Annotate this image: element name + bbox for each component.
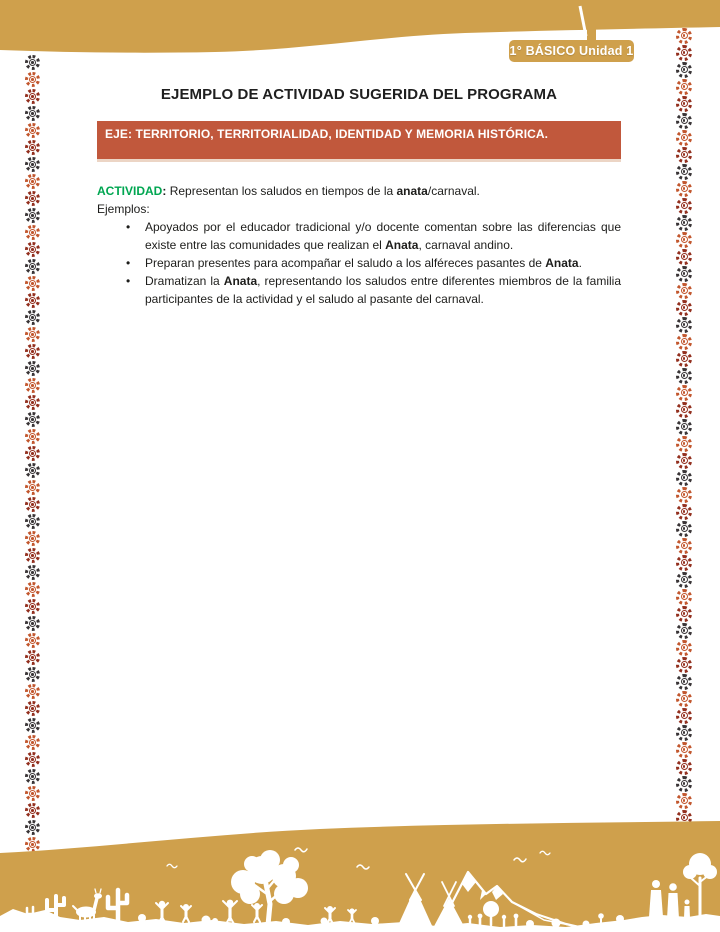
rosette-ornament-icon [676,708,692,724]
rosette-ornament-icon [25,633,40,648]
rosette-ornament-icon [25,701,40,716]
rosette-ornament-icon [25,650,40,665]
rosette-ornament-icon [25,531,40,546]
footer-illustration [0,820,720,932]
rosette-ornament-icon [676,113,692,129]
rosette-ornament-icon [25,106,40,121]
rosette-ornament-icon [676,198,692,214]
list-item [124,254,621,272]
rosette-ornament-icon [676,249,692,265]
rosette-ornament-icon [676,232,692,248]
rosette-ornament-icon [676,674,692,690]
bullet-icon: • [126,256,131,270]
rosette-ornament-icon [25,191,40,206]
activity-separator: : [162,184,170,198]
rosette-ornament-icon [676,351,692,367]
rosette-ornament-icon [676,368,692,384]
rosette-ornament-icon [676,725,692,741]
activity-intro-text: /carnaval. [427,184,480,198]
unit-badge: 1° BÁSICO Unidad 1 [509,40,634,62]
rosette-ornament-icon [676,776,692,792]
rosette-ornament-icon [25,378,40,393]
rosette-ornament-icon [25,412,40,427]
rosette-ornament-icon [25,310,40,325]
rosette-ornament-icon [676,453,692,469]
bullet-text: Preparan presentes para acompañar el saludo a los alféreces pasantes de [145,256,546,270]
rosette-ornament-icon [25,786,40,801]
rosette-ornament-icon [676,504,692,520]
bullet-text: Dramatizan la [145,274,224,288]
rosette-ornament-icon [676,589,692,605]
rosette-ornament-icon [676,759,692,775]
rosette-ornament-icon [676,130,692,146]
rosette-ornament-icon [676,45,692,61]
rosette-ornament-icon [25,565,40,580]
rosette-ornament-icon [25,429,40,444]
rosette-ornament-icon [676,402,692,418]
bullet-text-bold: Anata [385,238,419,252]
rosette-ornament-icon [676,606,692,622]
rosette-ornament-icon [676,623,692,639]
rosette-ornament-icon [25,463,40,478]
content-area [97,86,621,308]
left-ornament-border [25,54,40,853]
rosette-ornament-icon [25,157,40,172]
rosette-ornament-icon [676,317,692,333]
activity-line [97,182,621,200]
rosette-ornament-icon [25,684,40,699]
eje-banner: EJE: TERRITORIO, TERRITORIALIDAD, IDENTIDAD Y MEMORIA HISTÓRICA. [97,121,621,162]
rosette-ornament-icon [676,555,692,571]
rosette-ornament-icon [25,735,40,750]
rosette-ornament-icon [676,147,692,163]
bullet-icon: • [126,274,131,288]
rosette-ornament-icon [25,293,40,308]
rosette-ornament-icon [676,62,692,78]
rosette-ornament-icon [676,300,692,316]
rosette-ornament-icon [676,283,692,299]
rosette-ornament-icon [25,225,40,240]
rosette-ornament-icon [25,361,40,376]
rosette-ornament-icon [25,174,40,189]
rosette-ornament-icon [676,742,692,758]
rosette-ornament-icon [25,480,40,495]
rosette-ornament-icon [25,259,40,274]
rosette-ornament-icon [25,769,40,784]
rosette-ornament-icon [25,242,40,257]
bullet-text: . [578,256,582,270]
rosette-ornament-icon [25,327,40,342]
rosette-ornament-icon [25,208,40,223]
rosette-ornament-icon [676,538,692,554]
list-item [124,218,621,254]
rosette-ornament-icon [25,752,40,767]
rosette-ornament-icon [676,521,692,537]
rosette-ornament-icon [676,266,692,282]
list-item [124,272,621,308]
rosette-ornament-icon [676,215,692,231]
rosette-ornament-icon [25,446,40,461]
rosette-ornament-icon [676,436,692,452]
rosette-ornament-icon [25,582,40,597]
examples-list [97,218,621,308]
rosette-ornament-icon [676,470,692,486]
rosette-ornament-icon [25,344,40,359]
badge-connector [587,16,596,42]
rosette-ornament-icon [676,334,692,350]
rosette-ornament-icon [25,395,40,410]
rosette-ornament-icon [676,96,692,112]
rosette-ornament-icon [25,718,40,733]
bullet-text-bold: Anata [223,274,258,288]
rosette-ornament-icon [676,640,692,656]
right-ornament-border [676,27,692,843]
rosette-ornament-icon [25,89,40,104]
bullet-text: Apoyados por el educador tradicional y/o docente comentan sobre las diferencias que existe entre las comunidades que realizan el [145,220,621,252]
rosette-ornament-icon [25,55,40,70]
page-title: EJEMPLO DE ACTIVIDAD SUGERIDA DEL PROGRAMA [160,86,558,103]
bullet-text-bold: Anata [545,256,579,270]
activity-intro-bold: anata [396,184,428,198]
rosette-ornament-icon [25,803,40,818]
bullet-text: , carnaval andino. [418,238,514,252]
bullet-icon: • [126,220,131,234]
rosette-ornament-icon [25,616,40,631]
rosette-ornament-icon [676,657,692,673]
rosette-ornament-icon [676,793,692,809]
rosette-ornament-icon [676,691,692,707]
rosette-ornament-icon [676,419,692,435]
rosette-ornament-icon [676,487,692,503]
rosette-ornament-icon [25,599,40,614]
rosette-ornament-icon [25,514,40,529]
rosette-ornament-icon [676,28,692,44]
rosette-ornament-icon [25,72,40,87]
rosette-ornament-icon [676,385,692,401]
rosette-ornament-icon [676,181,692,197]
rosette-ornament-icon [25,276,40,291]
rosette-ornament-icon [25,497,40,512]
activity-label: ACTIVIDAD [97,184,163,198]
rosette-ornament-icon [676,79,692,95]
rosette-ornament-icon [676,572,692,588]
rosette-ornament-icon [676,164,692,180]
activity-intro-text: Representan los saludos en tiempos de la [169,184,397,198]
rosette-ornament-icon [25,140,40,155]
examples-label: Ejemplos: [97,202,150,216]
rosette-ornament-icon [25,123,40,138]
rosette-ornament-icon [25,667,40,682]
bullet-text: , representando los saludos entre diferentes miembros de la familia participantes de la actividad y el saludo al pasante del carnaval. [145,274,621,306]
rosette-ornament-icon [25,548,40,563]
